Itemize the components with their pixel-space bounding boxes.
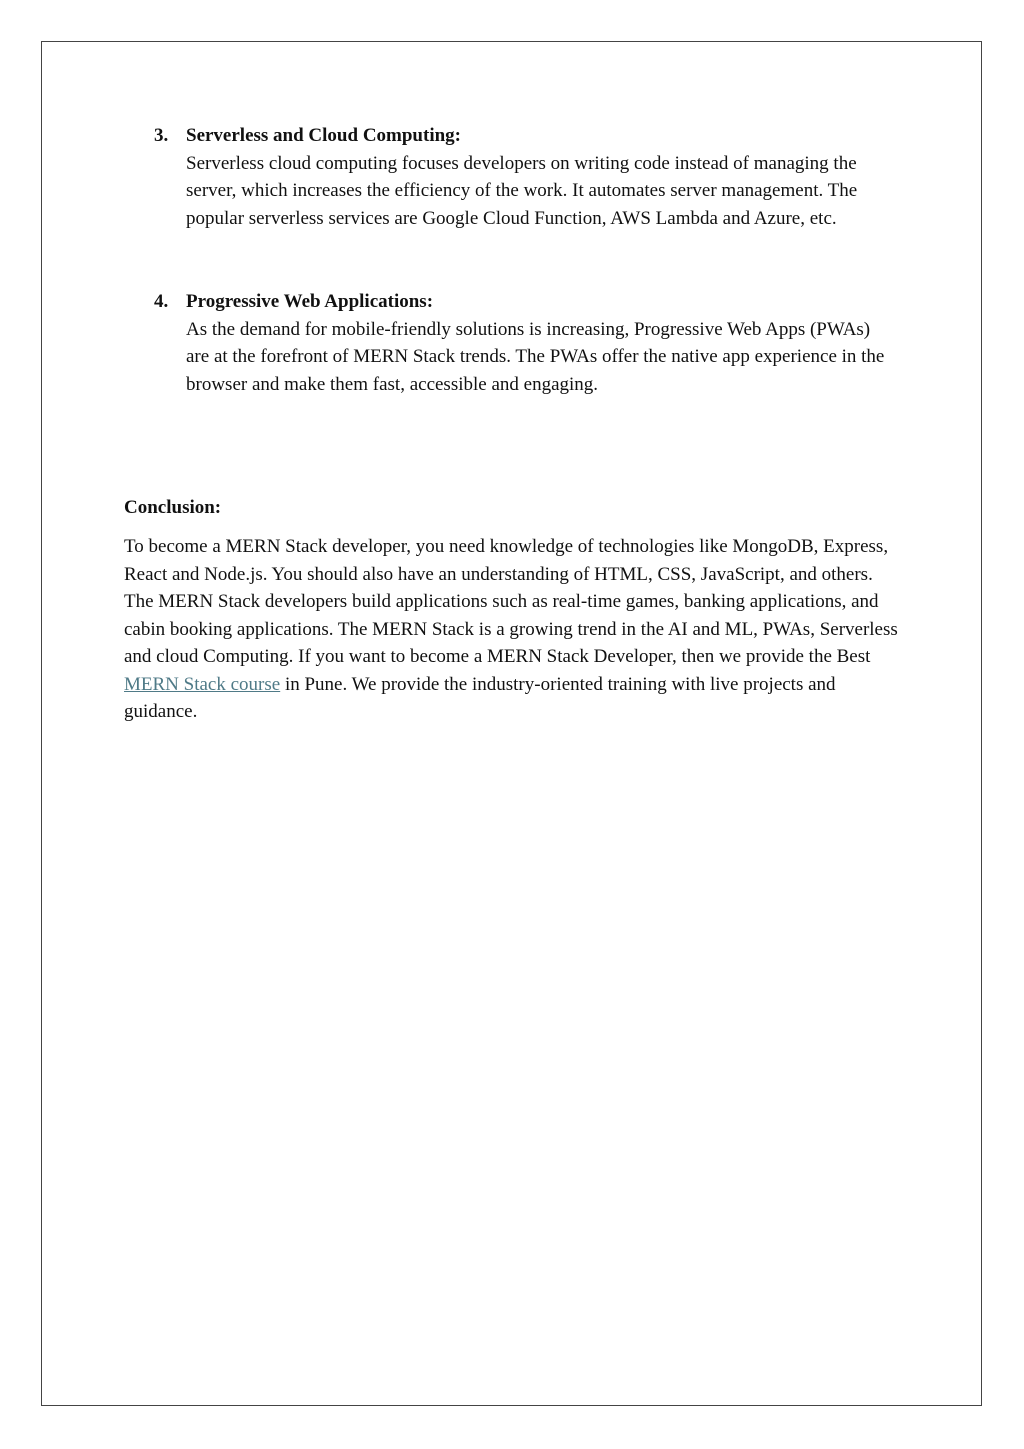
- conclusion-paragraph: [124, 533, 899, 726]
- mern-stack-course-link[interactable]: MERN Stack course: [124, 673, 281, 695]
- list-item-body: [186, 122, 894, 232]
- list-number: 4.: [154, 291, 169, 312]
- conclusion-text-after-link: in Pune. We provide the industry-oriented training with live projects and guidance.: [124, 673, 836, 722]
- list-item-serverless: [154, 122, 894, 232]
- list-item-heading: Serverless and Cloud Computing:: [186, 125, 461, 146]
- list-item-text: Serverless cloud computing focuses developers on writing code instead of managing the server, which increases the efficiency of the work. It automates server management. The popular serverless services are Google Cloud Function, AWS Lambda and Azure, etc.: [186, 152, 858, 229]
- list-item-pwa: [154, 288, 894, 398]
- conclusion-heading: Conclusion:: [124, 497, 222, 518]
- list-item-body: [186, 288, 894, 398]
- list-item-heading: Progressive Web Applications:: [186, 291, 434, 312]
- list-number: 3.: [154, 125, 169, 146]
- conclusion-text-before-link: To become a MERN Stack developer, you need knowledge of technologies like MongoDB, Express, React and Node.js. You should also have an understanding of HTML, CSS, JavaScript, and others. The MERN Stack developers build applications such as real-time games, banking applications, and cabin booking applications. The MERN Stack is a growing trend in the AI and ML, PWAs, Serverless and cloud Computing. If you want to become a MERN Stack Developer, then we provide the Best: [124, 536, 898, 667]
- list-item-text: As the demand for mobile-friendly solutions is increasing, Progressive Web Apps (PWAs) are at the forefront of MERN Stack trends. The PWAs offer the native app experience in the browser and make them fast, accessible and engaging.: [186, 318, 885, 395]
